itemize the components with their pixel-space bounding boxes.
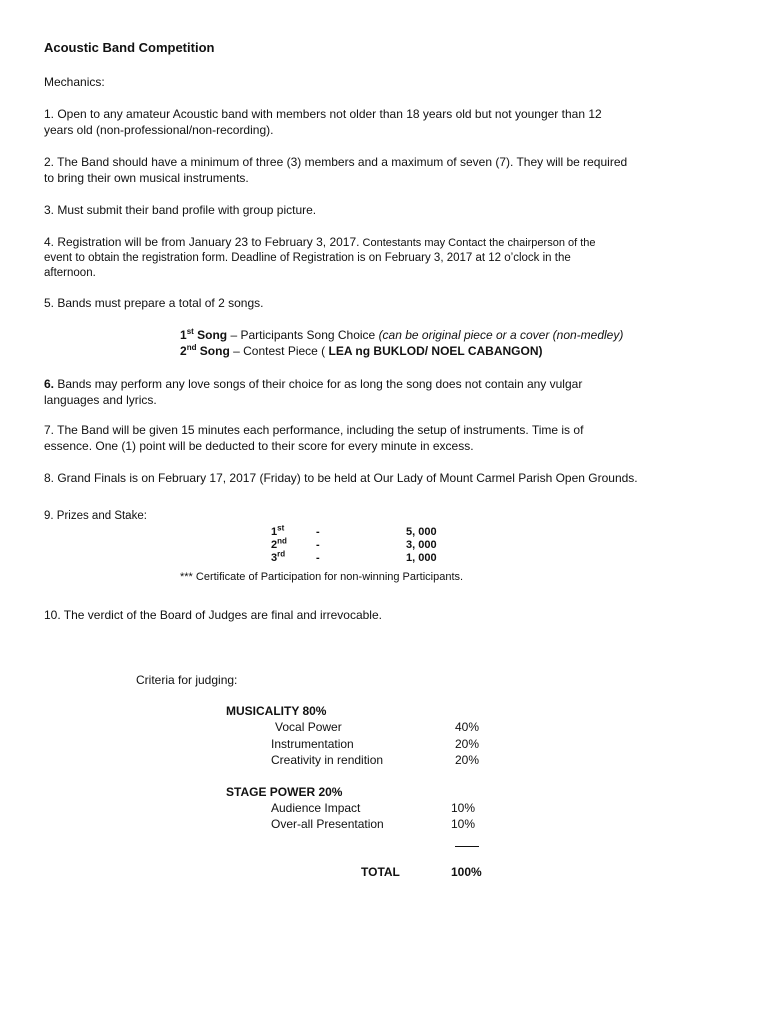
prize-amount-1: 5, 000 [406,526,437,538]
criterion-vocal-power: Vocal Power [275,720,342,734]
prize-amount-2: 3, 000 [406,539,437,551]
prize-amount-3: 1, 000 [406,552,437,564]
item-10: 10. The verdict of the Board of Judges are final and irrevocable. [44,608,382,622]
item-5: 5. Bands must prepare a total of 2 songs. [44,296,264,310]
item-4-rest: Contestants may Contact the chairperson of the [359,237,596,249]
criterion-audience-impact: Audience Impact [271,801,361,815]
song-1-suffix: st [186,327,194,336]
doc-title: Acoustic Band Competition [44,40,215,55]
song-2-text: – Contest Piece ( [229,344,326,358]
prize-dash-3: - [316,552,320,564]
item-4-line-1 [44,234,596,251]
song-1-note: (can be original piece or a cover (non-medley) [378,328,624,342]
item-8: 8. Grand Finals is on February 17, 2017 (Friday) to be held at Our Lady of Mount Carmel Parish Open Grounds. [44,471,638,485]
song-2-line [180,343,543,359]
prize-dash-1: - [316,526,320,538]
prize-dash-2: - [316,539,320,551]
song-1-text: – Participants Song Choice [227,328,379,342]
item-6-line-1 [44,376,582,392]
item-1-line-2: years old (non-professional/non-recording). [44,123,274,137]
mechanics-label: Mechanics: [44,75,105,89]
item-2-line-1: 2. The Band should have a minimum of three (3) members and a maximum of seven (7). They will be required [44,155,628,169]
item-6-text: Bands may perform any love songs of their choice for as long the song does not contain any vulgar [54,377,583,391]
total-value: 100% [451,865,482,879]
song-2-suffix: nd [186,343,197,352]
total-rule [455,846,479,847]
item-4-line-2: event to obtain the registration form. Deadline of Registration is on February 3, 2017 at 12 o’clock in the [44,252,571,264]
musicality-heading: MUSICALITY 80% [226,704,327,718]
prize-place-3: 3rd [271,549,286,564]
item-6-line-2: languages and lyrics. [44,393,157,407]
song-1-label: Song [193,328,228,342]
criterion-overall-presentation-pct: 10% [451,817,476,831]
item-4-line-3: afternoon. [44,267,96,279]
item-9: 9. Prizes and Stake: [44,510,147,522]
item-1-line-1: 1. Open to any amateur Acoustic band with members not older than 18 years old but not younger than 12 [44,107,602,121]
prize-place-1: 1st [271,523,285,538]
criterion-creativity: Creativity in rendition [271,753,384,767]
song-1-line [180,327,623,343]
prize-place-2: 2nd [271,536,287,551]
song-1-number: 1 [180,328,187,342]
song-2-piece: LEA ng BUKLOD/ NOEL CABANGON) [325,344,543,358]
criteria-label: Criteria for judging: [136,673,238,687]
certificate-note: *** Certificate of Participation for non-winning Participants. [180,571,464,583]
item-7-line-2: essence. One (1) point will be deducted to their score for every minute in excess. [44,439,474,453]
item-6-number: 6. [44,377,55,391]
criterion-instrumentation-pct: 20% [455,737,480,751]
total-label: TOTAL [361,865,400,879]
item-4-bold: 4. Registration will be from January 23 to February 3, 2017. [44,235,360,249]
criterion-creativity-pct: 20% [455,753,480,767]
item-2-line-2: to bring their own musical instruments. [44,171,249,185]
criterion-vocal-power-pct: 40% [455,720,480,734]
song-2-label: Song [196,344,230,358]
stage-power-heading: STAGE POWER 20% [226,785,343,799]
item-7-line-1: 7. The Band will be given 15 minutes each performance, including the setup of instruments. Time is of [44,423,584,437]
criterion-instrumentation: Instrumentation [271,737,354,751]
song-2-number: 2 [180,344,187,358]
item-3: 3. Must submit their band profile with group picture. [44,203,317,217]
criterion-audience-impact-pct: 10% [451,801,476,815]
criterion-overall-presentation: Over-all Presentation [271,817,384,831]
